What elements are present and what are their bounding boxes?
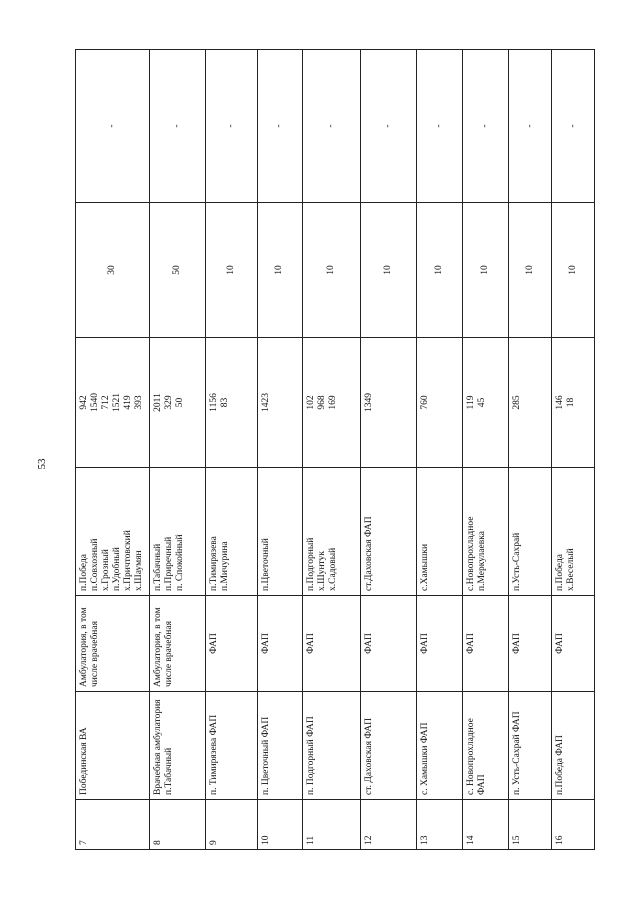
- visits-cell: 10: [508, 203, 552, 338]
- settlements-cell-line: п.Тимирязева: [209, 536, 220, 591]
- population-cell: [258, 338, 303, 468]
- visits-cell: 10: [302, 203, 361, 338]
- extra-cell: -: [463, 50, 509, 203]
- settlements-cell-line: п. Спокойный: [174, 534, 185, 591]
- population-cell-line: 146: [555, 395, 566, 410]
- facility-type-cell: ФАП: [416, 596, 463, 692]
- facility-type-cell: Амбулатория, в том числе врачебная: [76, 596, 150, 692]
- settlements-cell: [149, 468, 206, 596]
- population-cell-line: 393: [134, 395, 144, 410]
- settlements-cell: [302, 468, 361, 596]
- settlements-cell-line: х.Шаумян: [134, 550, 144, 591]
- settlements-cell-line: п.Подгорный: [305, 537, 316, 591]
- population-cell-line: 712: [101, 395, 111, 410]
- facility-name-cell: п. Цветочный ФАП: [258, 692, 303, 800]
- population-cell-line: 329: [163, 395, 174, 410]
- settlements-cell-line: п.Совхозный: [90, 538, 100, 591]
- settlements-cell-line: п.Мичурина: [220, 541, 231, 591]
- settlements-cell-line: п.Меркулаевка: [477, 531, 488, 591]
- row-number-cell: 14: [463, 800, 509, 850]
- population-cell-line: 1423: [261, 393, 272, 412]
- settlements-cell-line: п.Победа: [79, 554, 89, 591]
- population-cell-line: 102: [305, 395, 316, 410]
- population-cell-line: 419: [123, 395, 133, 410]
- settlements-cell-line: п.Приречный: [163, 536, 174, 591]
- population-cell-line: 1349: [364, 393, 375, 412]
- table-row: [508, 50, 552, 850]
- row-number-cell: 12: [361, 800, 417, 850]
- extra-cell: -: [206, 50, 258, 203]
- settlements-cell-line: х.Шунтук: [316, 551, 327, 591]
- visits-cell: 10: [552, 203, 595, 338]
- facilities-table: [75, 49, 595, 850]
- rotated-table-container: [75, 50, 595, 850]
- table-row: [206, 50, 258, 850]
- settlements-cell-line: х.Причтовский: [123, 530, 133, 591]
- settlements-cell-line: х.Садовый: [327, 547, 338, 591]
- extra-cell: -: [552, 50, 595, 203]
- facility-type-cell: ФАП: [206, 596, 258, 692]
- population-cell-line: 1540: [90, 393, 100, 412]
- population-cell: [206, 338, 258, 468]
- settlements-cell-line: п.Победа: [555, 554, 566, 591]
- extra-cell: -: [258, 50, 303, 203]
- facility-type-cell: Амбулатория, в том числе врачебная: [149, 596, 206, 692]
- population-cell-line: 760: [419, 395, 430, 410]
- visits-cell: 50: [149, 203, 206, 338]
- facility-name-cell: ст. Даховская ФАП: [361, 692, 417, 800]
- table-row: [76, 50, 150, 850]
- table-row: [416, 50, 463, 850]
- population-cell-line: 1156: [209, 393, 220, 412]
- population-cell-line: 968: [316, 395, 327, 410]
- row-number-cell: 8: [149, 800, 206, 850]
- population-cell: [463, 338, 509, 468]
- table-row: [463, 50, 509, 850]
- population-cell-line: 942: [79, 395, 89, 410]
- facility-name-cell: п. Усть-Сахрай ФАП: [508, 692, 552, 800]
- population-cell: [149, 338, 206, 468]
- settlements-cell-line: с.Хамышки: [419, 543, 430, 591]
- population-cell-line: 1521: [112, 393, 122, 412]
- table-row: [361, 50, 417, 850]
- settlements-cell-line: ст.Даховская ФАП: [364, 516, 375, 591]
- facility-name-cell: п.Победа ФАП: [552, 692, 595, 800]
- population-cell: [302, 338, 361, 468]
- extra-cell: -: [416, 50, 463, 203]
- settlements-cell: [552, 468, 595, 596]
- population-cell: [552, 338, 595, 468]
- settlements-cell-line: х.Грозный: [101, 549, 111, 591]
- facility-name-cell: Врачебная амбулатория п.Табачный: [149, 692, 206, 800]
- settlements-cell-line: с.Новопрохладное: [466, 516, 477, 591]
- facility-type-cell: ФАП: [361, 596, 417, 692]
- facility-name-cell: с. Хамышки ФАП: [416, 692, 463, 800]
- visits-cell: 10: [463, 203, 509, 338]
- facility-name-cell: Побединская ВА: [76, 692, 150, 800]
- settlements-cell-line: п.Цветочный: [261, 538, 272, 591]
- row-number-cell: 15: [508, 800, 552, 850]
- settlements-cell: [463, 468, 509, 596]
- row-number-cell: 9: [206, 800, 258, 850]
- extra-cell: -: [361, 50, 417, 203]
- settlements-cell: [508, 468, 552, 596]
- table-row: [302, 50, 361, 850]
- visits-cell: 10: [206, 203, 258, 338]
- population-cell-line: 18: [566, 397, 577, 408]
- population-cell-line: 50: [174, 397, 185, 408]
- settlements-cell-line: п.Усть-Сахрай: [511, 532, 522, 591]
- extra-cell: -: [149, 50, 206, 203]
- row-number-cell: 11: [302, 800, 361, 850]
- settlements-cell: [361, 468, 417, 596]
- population-cell-line: 169: [327, 395, 338, 410]
- table-row: [149, 50, 206, 850]
- population-cell-line: 83: [220, 397, 231, 408]
- population-cell-line: 119: [466, 395, 477, 410]
- facility-type-cell: ФАП: [552, 596, 595, 692]
- population-cell: [361, 338, 417, 468]
- population-cell-line: 45: [477, 397, 488, 408]
- facility-name-cell: с. Новопрохладное ФАП: [463, 692, 509, 800]
- row-number-cell: 13: [416, 800, 463, 850]
- settlements-cell: [258, 468, 303, 596]
- settlements-cell: [76, 468, 150, 596]
- facility-type-cell: ФАП: [508, 596, 552, 692]
- settlements-cell-line: п.Табачный: [152, 543, 163, 591]
- row-number-cell: 16: [552, 800, 595, 850]
- facility-type-cell: ФАП: [302, 596, 361, 692]
- settlements-cell: [206, 468, 258, 596]
- population-cell: [416, 338, 463, 468]
- settlements-cell: [416, 468, 463, 596]
- facility-type-cell: ФАП: [463, 596, 509, 692]
- facility-type-cell: ФАП: [258, 596, 303, 692]
- population-cell-line: 285: [511, 395, 522, 410]
- population-cell: [508, 338, 552, 468]
- population-cell: [76, 338, 150, 468]
- visits-cell: 30: [76, 203, 150, 338]
- extra-cell: -: [76, 50, 150, 203]
- settlements-cell-line: п.Удобный: [112, 547, 122, 591]
- settlements-cell-line: х.Веселый: [566, 548, 577, 591]
- table-row: [552, 50, 595, 850]
- extra-cell: -: [508, 50, 552, 203]
- population-cell-line: 2011: [152, 393, 163, 412]
- page-number: 53: [36, 458, 48, 470]
- row-number-cell: 10: [258, 800, 303, 850]
- visits-cell: 10: [361, 203, 417, 338]
- row-number-cell: 7: [76, 800, 150, 850]
- facility-name-cell: п. Подгорный ФАП: [302, 692, 361, 800]
- facility-name-cell: п. Тимирязева ФАП: [206, 692, 258, 800]
- visits-cell: 10: [258, 203, 303, 338]
- table-row: [258, 50, 303, 850]
- visits-cell: 10: [416, 203, 463, 338]
- extra-cell: -: [302, 50, 361, 203]
